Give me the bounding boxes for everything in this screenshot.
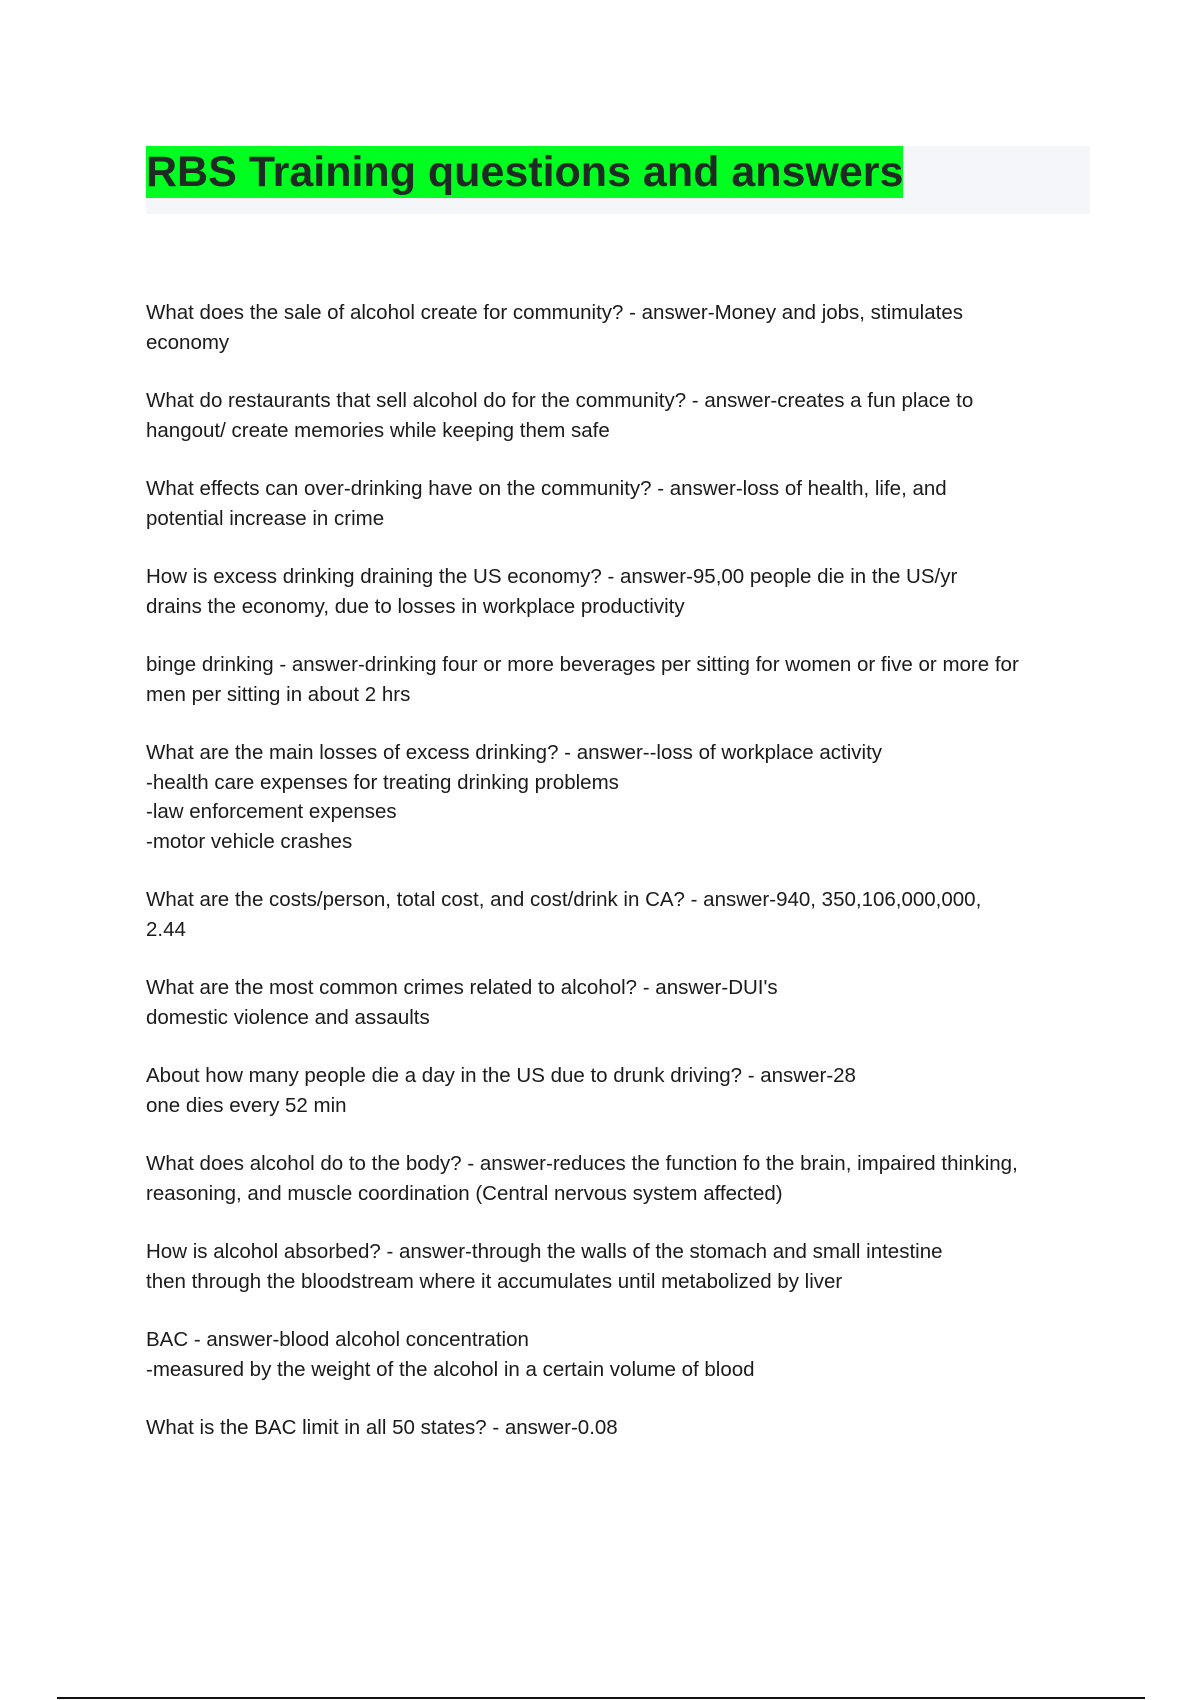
qa-item: What are the main losses of excess drinking? - answer--loss of workplace activity -health care expenses for treating drinking problems -law enforcement expenses -motor vehicle crashes [146, 741, 883, 853]
qa-item: What does the sale of alcohol create for community? - answer-Money and jobs, stimulates economy [146, 301, 963, 354]
qa-item: binge drinking - answer-drinking four or more beverages per sitting for women or five or more for men per sitting in about 2 hrs [146, 653, 1019, 706]
qa-item: What effects can over-drinking have on the community? - answer-loss of health, life, and potential increase in crime [146, 477, 947, 530]
qa-item: What does alcohol do to the body? - answer-reduces the function fo the brain, impaired thinking, reasoning, and muscle coordination (Central nervous system affected) [146, 1152, 1018, 1205]
qa-item: How is alcohol absorbed? - answer-through the walls of the stomach and small intestine then through the bloodstream where it accumulates until metabolized by liver [146, 1240, 943, 1293]
qa-item: What do restaurants that sell alcohol do for the community? - answer-creates a fun place to hangout/ create memories while keeping them safe [146, 389, 974, 442]
qa-list [146, 298, 1096, 1472]
qa-item: What are the costs/person, total cost, and cost/drink in CA? - answer-940, 350,106,000,000, 2.44 [146, 888, 982, 941]
footer-divider [57, 1697, 1145, 1699]
qa-item: How is excess drinking draining the US economy? - answer-95,00 people die in the US/yr drains the economy, due to losses in workplace productivity [146, 565, 958, 618]
qa-item: What is the BAC limit in all 50 states? - answer-0.08 [146, 1416, 618, 1439]
qa-item: BAC - answer-blood alcohol concentration -measured by the weight of the alcohol in a certain volume of blood [146, 1328, 755, 1381]
page-title: RBS Training questions and answers [146, 148, 904, 196]
qa-item: What are the most common crimes related to alcohol? - answer-DUI's domestic violence and assaults [146, 976, 778, 1029]
qa-item: About how many people die a day in the US due to drunk driving? - answer-28 one dies every 52 min [146, 1064, 856, 1117]
